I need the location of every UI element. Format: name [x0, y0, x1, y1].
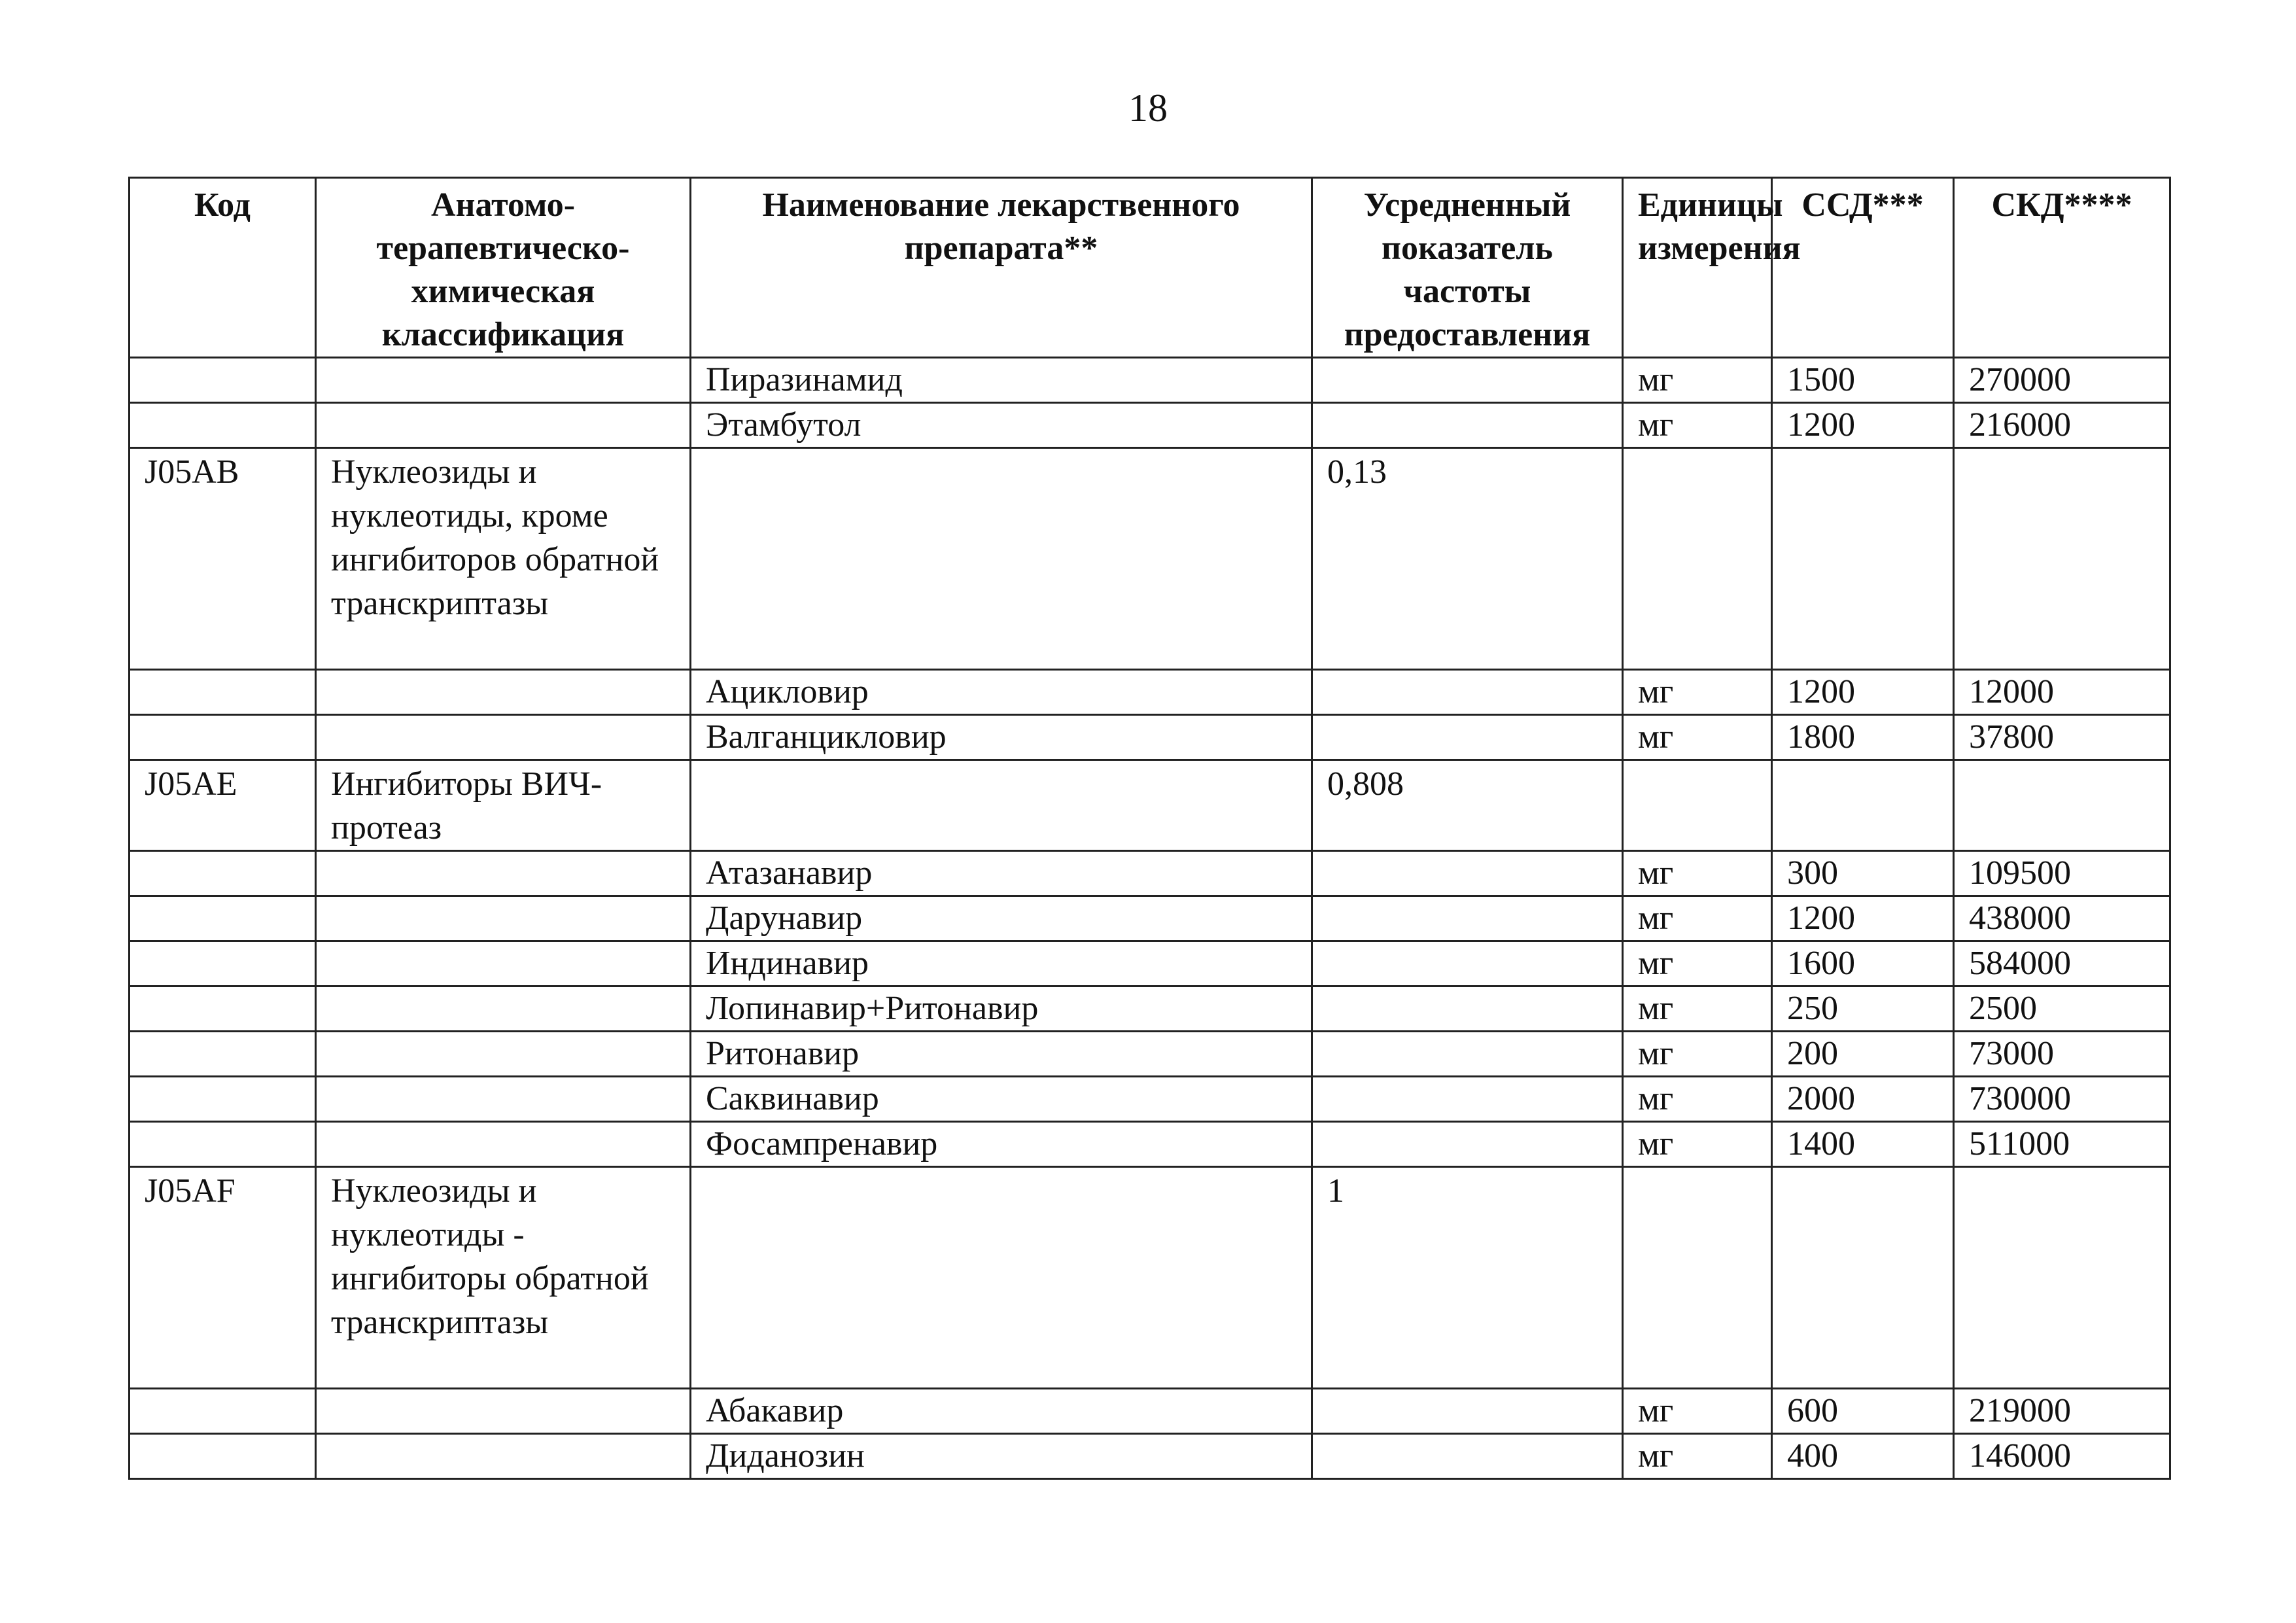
- table-row: [130, 986, 2170, 1032]
- table-row: [130, 1077, 2170, 1122]
- cell-atc: [316, 986, 691, 1032]
- cell-code: [130, 851, 316, 896]
- cell-skd: [1954, 1167, 2170, 1389]
- cell-frequency: [1312, 941, 1623, 986]
- table-row: [130, 670, 2170, 715]
- header-skd: СКД****: [1954, 178, 2170, 358]
- cell-code: [130, 1122, 316, 1167]
- cell-frequency: [1312, 1434, 1623, 1479]
- cell-code: [130, 1077, 316, 1122]
- cell-frequency: [1312, 851, 1623, 896]
- cell-unit: мг: [1623, 670, 1772, 715]
- cell-skd: 216000: [1954, 403, 2170, 448]
- cell-unit: мг: [1623, 1434, 1772, 1479]
- cell-ssd: 1600: [1772, 941, 1954, 986]
- group-row: [130, 448, 2170, 670]
- cell-ssd: [1772, 1167, 1954, 1389]
- cell-atc: [316, 1122, 691, 1167]
- header-frequency: Усредненный показатель частоты предоставления: [1312, 178, 1623, 358]
- cell-frequency: [1312, 1032, 1623, 1077]
- cell-frequency: [1312, 896, 1623, 941]
- cell-ssd: 1200: [1772, 896, 1954, 941]
- cell-skd: 73000: [1954, 1032, 2170, 1077]
- cell-name: Атазанавир: [691, 851, 1312, 896]
- cell-unit: мг: [1623, 1077, 1772, 1122]
- cell-frequency: [1312, 986, 1623, 1032]
- cell-code: [130, 941, 316, 986]
- cell-atc: [316, 896, 691, 941]
- cell-code: [130, 1434, 316, 1479]
- cell-frequency: [1312, 670, 1623, 715]
- table-row: [130, 1434, 2170, 1479]
- group-row: [130, 760, 2170, 851]
- cell-skd: 109500: [1954, 851, 2170, 896]
- cell-frequency: [1312, 1389, 1623, 1434]
- cell-unit: мг: [1623, 1389, 1772, 1434]
- cell-ssd: 1200: [1772, 670, 1954, 715]
- cell-skd: 2500: [1954, 986, 2170, 1032]
- table-header-row: [130, 178, 2170, 358]
- cell-atc: [316, 1434, 691, 1479]
- cell-unit: мг: [1623, 851, 1772, 896]
- cell-code: J05AF: [130, 1167, 316, 1389]
- cell-unit: [1623, 448, 1772, 670]
- cell-ssd: 250: [1772, 986, 1954, 1032]
- cell-code: [130, 1389, 316, 1434]
- cell-unit: [1623, 760, 1772, 851]
- cell-atc: Ингибиторы ВИЧ-протеаз: [316, 760, 691, 851]
- cell-atc: [316, 851, 691, 896]
- table-row: [130, 403, 2170, 448]
- cell-atc: [316, 941, 691, 986]
- drug-table: [128, 177, 2171, 1480]
- cell-atc: [316, 1389, 691, 1434]
- header-code: Код: [130, 178, 316, 358]
- cell-name: Валганцикловир: [691, 715, 1312, 760]
- cell-code: [130, 986, 316, 1032]
- cell-skd: [1954, 448, 2170, 670]
- cell-unit: мг: [1623, 715, 1772, 760]
- cell-ssd: 1400: [1772, 1122, 1954, 1167]
- cell-skd: 270000: [1954, 358, 2170, 403]
- cell-skd: 37800: [1954, 715, 2170, 760]
- cell-ssd: 1500: [1772, 358, 1954, 403]
- cell-unit: мг: [1623, 941, 1772, 986]
- cell-skd: [1954, 760, 2170, 851]
- cell-skd: 12000: [1954, 670, 2170, 715]
- cell-code: [130, 670, 316, 715]
- cell-unit: [1623, 1167, 1772, 1389]
- cell-name: Абакавир: [691, 1389, 1312, 1434]
- cell-code: [130, 1032, 316, 1077]
- cell-name: Фосампренавир: [691, 1122, 1312, 1167]
- cell-atc: [316, 715, 691, 760]
- cell-ssd: 300: [1772, 851, 1954, 896]
- cell-ssd: [1772, 448, 1954, 670]
- cell-unit: мг: [1623, 403, 1772, 448]
- cell-unit: мг: [1623, 1032, 1772, 1077]
- page-number: 18: [1128, 86, 1168, 130]
- cell-ssd: 200: [1772, 1032, 1954, 1077]
- cell-ssd: 1800: [1772, 715, 1954, 760]
- header-unit: Единицы измерения: [1623, 178, 1772, 358]
- cell-frequency: [1312, 403, 1623, 448]
- cell-atc: Нуклеозиды и нуклеотиды, кроме ингибиторов обратной транскриптазы: [316, 448, 691, 670]
- cell-name: Пиразинамид: [691, 358, 1312, 403]
- cell-name: Саквинавир: [691, 1077, 1312, 1122]
- table-row: [130, 1122, 2170, 1167]
- cell-frequency: 0,13: [1312, 448, 1623, 670]
- cell-atc: [316, 670, 691, 715]
- table-row: [130, 715, 2170, 760]
- cell-name: Индинавир: [691, 941, 1312, 986]
- group-row: [130, 1167, 2170, 1389]
- cell-unit: мг: [1623, 896, 1772, 941]
- header-name: Наименование лекарственного препарата**: [691, 178, 1312, 358]
- cell-frequency: [1312, 715, 1623, 760]
- cell-name: [691, 760, 1312, 851]
- cell-ssd: [1772, 760, 1954, 851]
- cell-ssd: 1200: [1772, 403, 1954, 448]
- cell-code: [130, 403, 316, 448]
- table-row: [130, 941, 2170, 986]
- cell-unit: мг: [1623, 358, 1772, 403]
- cell-skd: 730000: [1954, 1077, 2170, 1122]
- cell-name: Этамбутол: [691, 403, 1312, 448]
- cell-code: [130, 896, 316, 941]
- cell-frequency: [1312, 1122, 1623, 1167]
- cell-code: J05AE: [130, 760, 316, 851]
- cell-code: [130, 358, 316, 403]
- cell-atc: [316, 358, 691, 403]
- cell-code: J05AB: [130, 448, 316, 670]
- cell-atc: [316, 1077, 691, 1122]
- cell-unit: мг: [1623, 1122, 1772, 1167]
- cell-atc: [316, 403, 691, 448]
- header-ssd: ССД***: [1772, 178, 1954, 358]
- table-row: [130, 358, 2170, 403]
- cell-name: Дарунавир: [691, 896, 1312, 941]
- table-row: [130, 1032, 2170, 1077]
- cell-name: Лопинавир+Ритонавир: [691, 986, 1312, 1032]
- cell-skd: 438000: [1954, 896, 2170, 941]
- cell-name: Ацикловир: [691, 670, 1312, 715]
- cell-skd: 584000: [1954, 941, 2170, 986]
- cell-name: Ритонавир: [691, 1032, 1312, 1077]
- cell-frequency: 1: [1312, 1167, 1623, 1389]
- header-atc: Анатомо-терапевтическо-химическая классификация: [316, 178, 691, 358]
- cell-name: Диданозин: [691, 1434, 1312, 1479]
- cell-frequency: [1312, 1077, 1623, 1122]
- cell-frequency: [1312, 358, 1623, 403]
- cell-name: [691, 1167, 1312, 1389]
- cell-ssd: 400: [1772, 1434, 1954, 1479]
- cell-name: [691, 448, 1312, 670]
- cell-unit: мг: [1623, 986, 1772, 1032]
- cell-ssd: 2000: [1772, 1077, 1954, 1122]
- cell-ssd: 600: [1772, 1389, 1954, 1434]
- cell-skd: 219000: [1954, 1389, 2170, 1434]
- cell-atc: Нуклеозиды и нуклеотиды - ингибиторы обратной транскриптазы: [316, 1167, 691, 1389]
- cell-code: [130, 715, 316, 760]
- table-row: [130, 1389, 2170, 1434]
- cell-frequency: 0,808: [1312, 760, 1623, 851]
- cell-skd: 146000: [1954, 1434, 2170, 1479]
- cell-skd: 511000: [1954, 1122, 2170, 1167]
- table-row: [130, 851, 2170, 896]
- cell-atc: [316, 1032, 691, 1077]
- table-row: [130, 896, 2170, 941]
